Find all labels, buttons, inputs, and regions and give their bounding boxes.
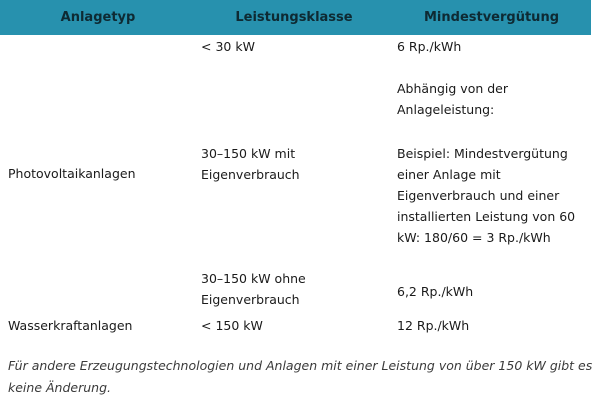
- pv-rate-intro-line-2: Anlageleistung:: [397, 102, 495, 117]
- pv-rate-example-line-5: kW: 180/60 = 3 Rp./kWh: [397, 230, 551, 245]
- footnote: [8, 355, 593, 399]
- pv-rate-example-line-4: installierten Leistung von 60: [397, 209, 576, 224]
- hydro-type-label: Wasserkraftanlagen: [8, 318, 133, 333]
- pv-rate-30-150-ohne: 6,2 Rp./kWh: [397, 284, 474, 299]
- hydro-rate: 12 Rp./kWh: [397, 318, 470, 333]
- pv-class-30-150-mit-line-1: 30–150 kW mit: [201, 146, 296, 161]
- hydro-class: < 150 kW: [201, 318, 263, 333]
- pv-class-30-150-ohne: [201, 268, 306, 310]
- pv-rate-under-30: 6 Rp./kWh: [397, 39, 462, 54]
- header-mindestverguetung: Mindestvergütung: [423, 10, 559, 25]
- pv-rate-example-line-3: Eigenverbrauch und einer: [397, 188, 560, 203]
- header-anlagetyp: Anlagetyp: [60, 10, 136, 25]
- header-leistungsklasse: Leistungsklasse: [235, 10, 353, 25]
- pv-rate-intro: [397, 78, 508, 120]
- pv-rate-example: [397, 143, 575, 248]
- pv-class-30-150-mit: [201, 143, 300, 185]
- pv-class-under-30: < 30 kW: [201, 39, 255, 54]
- pv-class-30-150-ohne-line-1: 30–150 kW ohne: [201, 271, 306, 286]
- pv-rate-intro-line-1: Abhängig von der: [397, 81, 509, 96]
- footnote-line-1: Für andere Erzeugungstechnologien und Anlagen mit einer Leistung von über 150 kW gibt es: [8, 358, 593, 373]
- pv-class-30-150-mit-line-2: Eigenverbrauch: [201, 167, 300, 182]
- pv-rate-example-line-2: einer Anlage mit: [397, 167, 501, 182]
- footnote-line-2: keine Änderung.: [8, 380, 111, 395]
- pv-type-label: Photovoltaikanlagen: [8, 166, 136, 181]
- pv-class-30-150-ohne-line-2: Eigenverbrauch: [201, 292, 300, 307]
- table-header: [0, 0, 591, 35]
- pv-rate-example-line-1: Beispiel: Mindestvergütung: [397, 146, 568, 161]
